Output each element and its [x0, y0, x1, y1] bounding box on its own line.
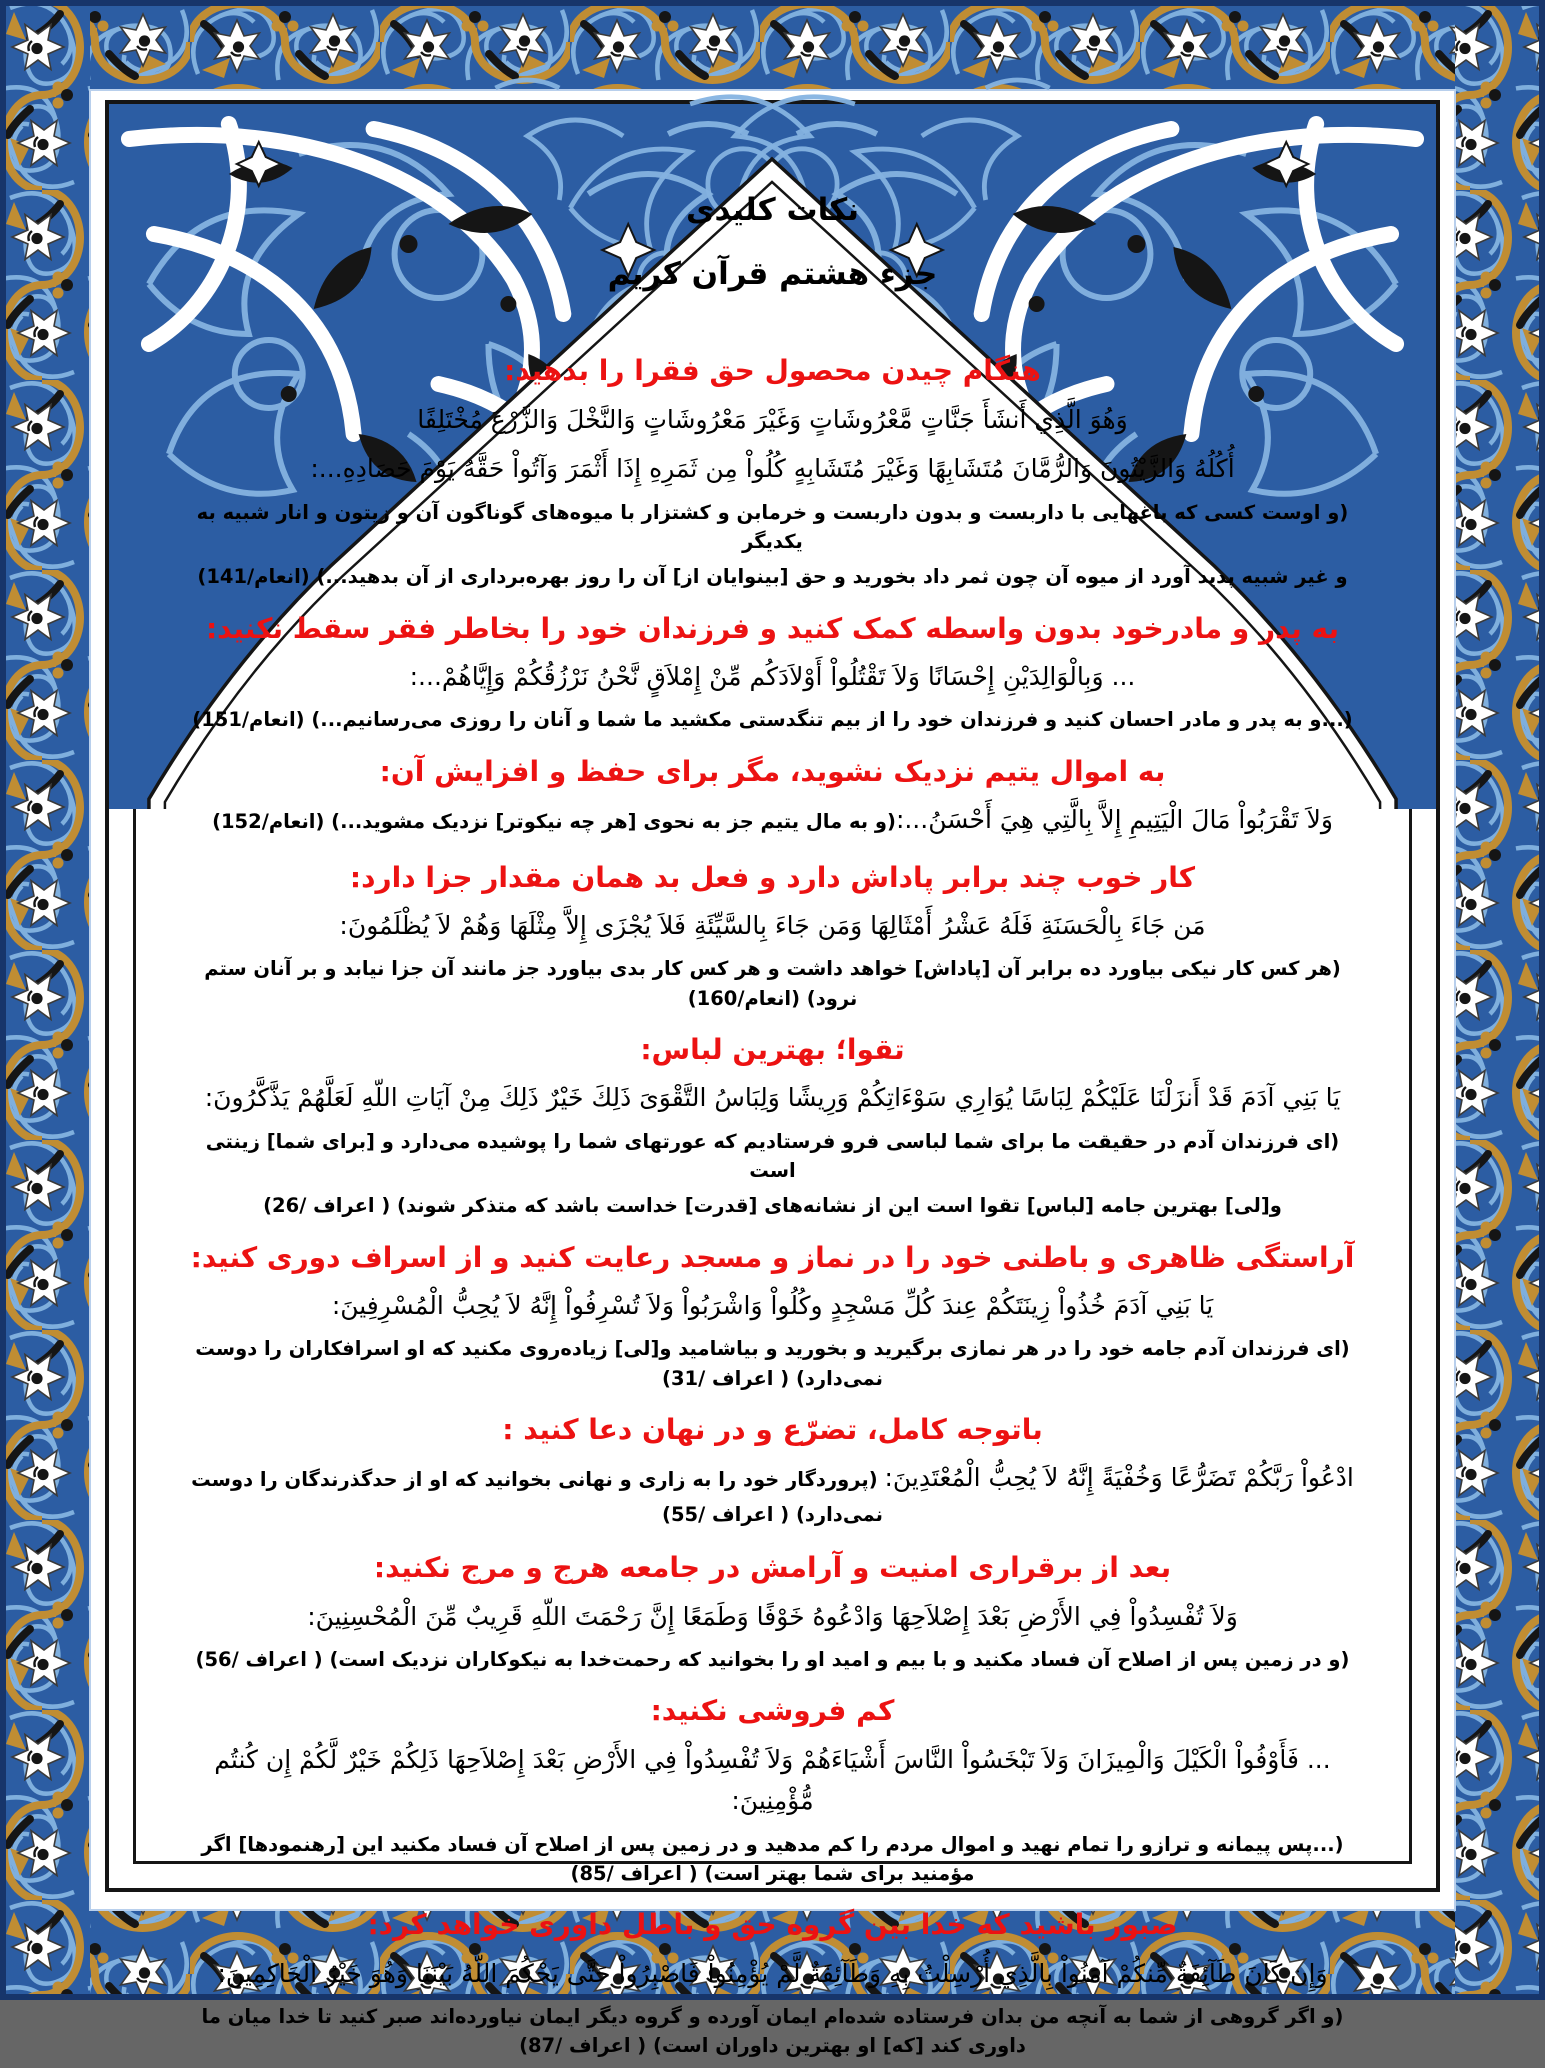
- persian-translation-line: و غیر شبیه پدید آورد از میوه آن چون ثمر داد بخورید و حق [بینوایان از] آن را روز بهره‌برداری از آن بدهید...) (انعام/141): [197, 565, 1348, 589]
- persian-translation-line: (و در زمین پس از اصلاح آن فساد مکنید و با بیم و امید او را بخوانید که رحمت‌خدا به نیکوکاران نزدیک است) ( اعراف /56): [195, 1648, 1350, 1672]
- persian-translation-line: (و اوست کسی که باغهایی با داربست و بدون داربست و خرمابن و کشتزار با میوه‌های گوناگون آن و زیتون و انار شبیه به یکدیگر: [196, 500, 1349, 554]
- arabic-verse-line: ... فَأَوْفُواْ الْكَيْلَ وَالْمِيزَانَ وَلاَ تَبْخَسُواْ النَّاسَ أَشْيَاءَهُمْ وَلاَ تُفْسِدُواْ فِي الأَرْضِ بَعْدَ إِصْلاَحِهَا ذَلِكُمْ خَيْرٌ لَّكُمْ إِن كُنتُم مُّؤْمِنِينَ:: [214, 1744, 1331, 1816]
- section: [189, 1240, 1357, 1393]
- persian-translation-line: (...و به پدر و مادر احسان کنید و فرزندان خود را از بیم تنگدستی مکشید ما شما و آنان را روزی می‌رسانیم...) (انعام/151): [192, 708, 1353, 732]
- arabic-verse-line: وَلاَ تُفْسِدُواْ فِي الأَرْضِ بَعْدَ إِصْلاَحِهَا وَادْعُوهُ خَوْفًا وَطَمَعًا إِنَّ رَحْمَتَ اللّهِ قَرِيبٌ مِّنَ الْمُحْسِنِينَ:: [307, 1601, 1238, 1631]
- arabic-verse-text: وَلاَ تَقْرَبُواْ مَالَ الْيَتِيمِ إِلاَّ بِالَّتِي هِيَ أَحْسَنُ...:: [895, 805, 1333, 835]
- document-content: [109, 104, 1436, 2058]
- arabic-verse-line: يَا بَنِي آدَمَ خُذُواْ زِينَتَكُمْ عِندَ كُلِّ مَسْجِدٍ وكُلُواْ وَاشْرَبُواْ وَلاَ تُسْرِفُواْ إِنَّهُ لاَ يُحِبُّ الْمُسْرِفِينَ:: [331, 1290, 1214, 1320]
- persian-translation-line: (ای فرزندان آدم در حقیقت ما برای شما لباسی فرو فرستادیم که عورتهای شما را پوشیده می‌دارد و [برای شما] زینتی است: [205, 1129, 1340, 1183]
- section: [189, 860, 1357, 1013]
- section-heading: به اموال یتیم نزدیک نشوید، مگر برای حفظ و افزایش آن:: [379, 754, 1166, 788]
- section: [189, 353, 1357, 591]
- section-heading: بعد از برقراری امنیت و آرامش در جامعه هرج و مرج نکنید:: [373, 1551, 1172, 1585]
- section: [189, 1693, 1357, 1888]
- verse-line-mixed: [189, 799, 1357, 841]
- section-heading: هنگام چیدن محصول حق فقرا را بدهید:: [504, 354, 1041, 388]
- arabic-verse-line: وَهُوَ الَّذِي أَنشَأَ جَنَّاتٍ مَّعْرُوشَاتٍ وَغَيْرَ مَعْرُوشَاتٍ وَالنَّخْلَ وَالزَّرْعَ مُخْتَلِفًا: [417, 404, 1128, 434]
- section: [189, 1032, 1357, 1221]
- section: [189, 1907, 1357, 2060]
- page-title-line1: نکات کلیدی: [686, 192, 859, 228]
- section-heading: صبور باشید که خدا بین گروه حق و باطل داوری خواهد کرد:: [367, 1908, 1178, 1942]
- section-heading: باتوجه کامل، تضرّع و در نهان دعا کنید :: [502, 1412, 1043, 1446]
- persian-translation-line: (هر کس کار نیکی بیاورد ده برابر آن [پاداش] خواهد داشت و هر کس کار بدی بیاورد جز مانند آن جزا نیابد و بر آنان ستم نرود) (انعام/160): [204, 957, 1341, 1010]
- section: [189, 1412, 1357, 1531]
- section-heading: تقوا؛ بهترین لباس:: [640, 1032, 905, 1066]
- persian-translation-line: (ای فرزندان آدم جامه خود را در هر نمازی برگیرید و بخورید و بیاشامید و[لی] زیاده‌روی مکنید که او اسرافکاران را دوست نمی‌دارد) ( اعراف /31): [195, 1337, 1350, 1390]
- section-heading: آراستگی ظاهری و باطنی خود را در نماز و مسجد رعایت کنید و از اسراف دوری کنید:: [190, 1240, 1355, 1274]
- sections: [189, 334, 1357, 2067]
- persian-translation-text: (و به مال یتیم جز به نحوی [هر چه نیکوتر] نزدیک مشوید...) (انعام/152): [212, 810, 896, 834]
- arabic-verse-line: أُكُلُهُ وَالزَّيْتُونَ وَالرُّمَّانَ مُتَشَابِهًا وَغَيْرَ مُتَشَابِهٍ كُلُواْ مِن ثَمَرِهِ إِذَا أَثْمَرَ وَآتُواْ حَقَّهُ يَوْمَ حَصَادِهِ...:: [310, 454, 1235, 484]
- arabic-verse-line: وَإِن كَانَ طَآئِفَةٌ مِّنكُمْ آمَنُواْ بِالَّذِي أُرْسِلْتُ بِهِ وَطَآئِفَةٌ لَّمْ يُؤْمِنُواْ فَاصْبِرُواْ حَتَّى يَحْكُمَ اللّهُ بَيْنَنَا وَهُوَ خَيْرُ الْحَاكِمِينَ:: [217, 1958, 1328, 1988]
- verse-line-mixed: [189, 1457, 1357, 1531]
- section: [189, 611, 1357, 735]
- arabic-verse-line: ... وَبِالْوَالِدَيْنِ إِحْسَانًا وَلاَ تَقْتُلُواْ أَوْلاَدَكُم مِّنْ إِمْلاَقٍ نَّحْنُ نَرْزُقُكُمْ وَإِيَّاهُمْ...:: [409, 661, 1136, 691]
- persian-translation-text: (پروردگار خود را به زاری و نهانی بخوانید که او از حدگذرندگان را دوست نمی‌دارد) ( اعراف /55): [191, 1468, 885, 1526]
- persian-translation-line: و[لی] بهترین جامه [لباس] تقوا است این از نشانه‌های [قدرت] خداست باشد که متذکر شوند) ( اعراف /26): [263, 1194, 1282, 1218]
- section: [189, 1550, 1357, 1674]
- arabic-verse-text: ادْعُواْ رَبَّكُمْ تَضَرُّعًا وَخُفْيَةً إِنَّهُ لاَ يُحِبُّ الْمُعْتَدِينَ:: [884, 1463, 1354, 1493]
- persian-translation-line: (و اگر گروهی از شما به آنچه من بدان فرستاده شده‌ام ایمان آورده و گروه دیگر ایمان نیاورده‌اند صبر کنید تا خدا میان ما داوری کند [که] او بهترین داوران است) ( اعراف /87): [201, 2005, 1344, 2058]
- text-frame-outer: [105, 100, 1440, 2058]
- page-title-line2: جزء هشتم قرآن کریم: [607, 256, 938, 293]
- section-heading: کم فروشی نکنید:: [650, 1694, 895, 1728]
- section-heading: کار خوب چند برابر پاداش دارد و فعل بد همان مقدار جزا دارد:: [349, 860, 1196, 894]
- arabic-verse-line: يَا بَنِي آدَمَ قَدْ أَنزَلْنَا عَلَيْكُمْ لِبَاسًا يُوَارِي سَوْءَاتِكُمْ وَرِيشًا وَلِبَاسُ التَّقْوَىَ ذَلِكَ خَيْرٌ ذَلِكَ مِنْ آيَاتِ اللّهِ لَعَلَّهُمْ يَذَّكَّرُونَ:: [204, 1083, 1341, 1113]
- section-heading: به پدر و مادرخود بدون واسطه کمک کنید و فرزندان خود را بخاطر فقر سقط نکنید:: [205, 611, 1340, 645]
- arabic-verse-line: مَن جَاءَ بِالْحَسَنَةِ فَلَهُ عَشْرُ أَمْثَالِهَا وَمَن جَاءَ بِالسَّيِّئَةِ فَلاَ يُجْزَى إِلاَّ مِثْلَهَا وَهُمْ لاَ يُظْلَمُونَ:: [339, 910, 1206, 940]
- persian-translation-line: (...پس پیمانه و ترازو را تمام نهید و اموال مردم را کم مدهید و در زمین پس از اصلاح آن فساد مکنید این [رهنمودها] اگر مؤمنید برای شما بهتر است) ( اعراف /85): [201, 1832, 1344, 1885]
- section: [189, 754, 1357, 841]
